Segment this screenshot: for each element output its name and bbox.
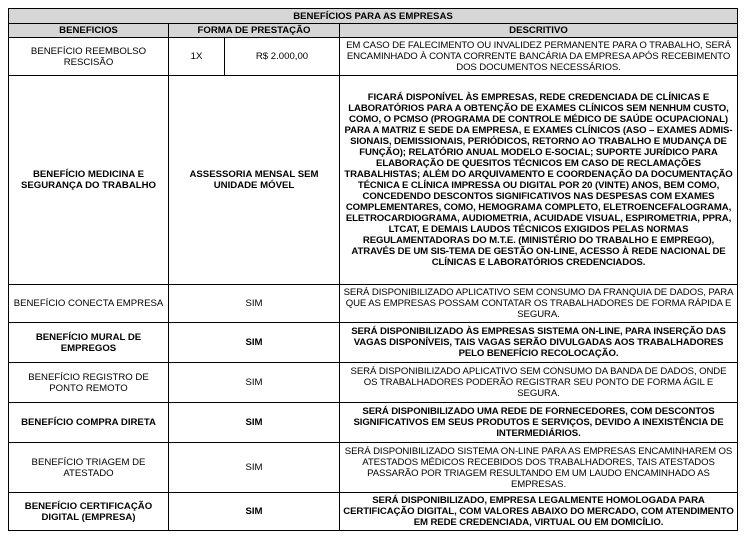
row-descritivo: SERÁ DISPONIBILIZADO SISTEMA ON-LINE PARA AS EMPRESAS ENCAMINHAREM OS ATESTADOS MÉDICOS RECEBIDOS DOS TRABALHADORES, TAIS ATESTADOS PASSARÃO POR TRIAGEM RESULTANDO EM UM LAUDO ENCAMINHADO AS EMPRESAS. [340, 443, 738, 493]
table-row [9, 363, 738, 403]
row-descritivo: FICARÁ DISPONÍVEL ÀS EMPRESAS, REDE CREDENCIADA DE CLÍNICAS E LABORATÓRIOS PARA A OBTENÇÃO DE EXAMES CLÍNICOS SEM NENHUM CUSTO, COMO, O PCMSO (PROGRAMA DE CONTROLE MÉDICO DE SAÚDE OCUPACIONAL) PARA A MATRIZ E SEDE DA EMPRESA, E EXAMES CLÍNICOS (ASO – EXAMES ADMIS-SIONAIS, DEMISSIONAIS, PERIÓDICOS, RETORNO AO TRABALHO E MUDANÇA DE FUNÇÃO); RELATÓRIO ANUAL MODELO E-SOCIAL; SUPORTE JURÍDICO PARA ELABORAÇÃO DE QUESITOS TÉCNICOS EM CASO DE RECLAMAÇÕES TRABALHISTAS; ALÉM DO ARQUIVAMENTO E COORDENAÇÃO DA DOCUMENTAÇÃO TÉCNICA E CLÍNICA IMPRESSA OU DIGITAL POR 20 (VINTE) ANOS, BEM COMO, CONCEDENDO DESCONTOS SIGNIFICATIVOS NAS DESPESAS COM EXAMES COMPLEMENTARES, COMO, HEMOGRAMA COMPLETO, ELETROENCEFALOGRAMA, ELETROCARDIOGRAMA, AUDIOMETRIA, ACUIDADE VISUAL, ESPIROMETRIA, PPRA, LTCAT, E DEMAIS LAUDOS TÉCNICOS EXIGIDOS PELAS NORMAS REGULAMENTADORAS DO M.T.E. (MINISTÉRIO DO TRABALHO E EMPREGO), ATRAVÉS DE UM SIS-TEMA DE GESTÃO ON-LINE, ACESSO À REDE NACIONAL DE CLÍNICAS E LABORATÓRIOS CREDENCIADOS. [340, 76, 738, 285]
header-beneficios: BENEFICIOS [9, 24, 169, 38]
header-descritivo: DESCRITIVO [340, 24, 738, 38]
row-forma: ASSESSORIA MENSAL SEM UNIDADE MÓVEL [169, 76, 340, 285]
row-descritivo: SERÁ DISPONIBILIZADO, EMPRESA LEGALMENTE HOMOLOGADA PARA CERTIFICAÇÃO DIGITAL, COM VALORES ABAIXO DO MERCADO, COM ATENDIMENTO EM REDE CREDENCIADA, VIRTUAL OU EM DOMICÍLIO. [340, 493, 738, 531]
table-row [9, 323, 738, 363]
row-beneficio: BENEFÍCIO CERTIFICAÇÃO DIGITAL (EMPRESA) [9, 493, 169, 531]
row-beneficio: BENEFÍCIO TRIAGEM DE ATESTADO [9, 443, 169, 493]
row-beneficio: BENEFÍCIO REGISTRO DE PONTO REMOTO [9, 363, 169, 403]
row-descritivo: SERÁ DISPONIBILIZADO UMA REDE DE FORNECEDORES, COM DESCONTOS SIGNIFICATIVOS EM SEUS PRODUTOS E SERVIÇOS, DEVIDO A INEXISTÊNCIA DE INTERMEDIÁRIOS. [340, 403, 738, 443]
table-row [9, 76, 738, 285]
row-forma: SIM [169, 403, 340, 443]
row-beneficio: BENEFÍCIO CONECTA EMPRESA [9, 285, 169, 323]
benefits-table [8, 8, 738, 531]
row-forma-value: R$ 2.000,00 [225, 38, 340, 76]
row-forma-quantity: 1X [169, 38, 225, 76]
row-descritivo: EM CASO DE FALECIMENTO OU INVALIDEZ PERMANENTE PARA O TRABALHO, SERÁ ENCAMINHADO À CONTA CORRENTE BANCÁRIA DA EMPRESA APÓS RECEBIMENTO DOS DOCUMENTOS NECESSÁRIOS. [340, 38, 738, 76]
table-row [9, 493, 738, 531]
row-descritivo: SERÁ DISPONIBILIZADO APLICATIVO SEM CONSUMO DA BANDA DE DADOS, ONDE OS TRABALHADORES PODERÃO REGISTRAR SEU PONTO DE FORMA ÁGIL E SEGURA. [340, 363, 738, 403]
table-row [9, 403, 738, 443]
row-forma: SIM [169, 323, 340, 363]
row-beneficio: BENEFÍCIO REEMBOLSO RESCISÃO [9, 38, 169, 76]
row-beneficio: BENEFÍCIO MEDICINA E SEGURANÇA DO TRABALHO [9, 76, 169, 285]
row-forma: SIM [169, 363, 340, 403]
row-forma: SIM [169, 443, 340, 493]
row-beneficio: BENEFÍCIO COMPRA DIRETA [9, 403, 169, 443]
row-forma: SIM [169, 285, 340, 323]
table-title: BENEFÍCIOS PARA AS EMPRESAS [9, 9, 738, 24]
header-forma: FORMA DE PRESTAÇÃO [169, 24, 340, 38]
table-row [9, 38, 738, 76]
row-descritivo: SERÁ DISPONIBILIZADO ÀS EMPRESAS SISTEMA ON-LINE, PARA INSERÇÃO DAS VAGAS DISPONÍVEIS, TAIS VAGAS SERÃO DIVULGADAS AOS TRABALHADORES PELO BENEFÍCIO RECOLOCAÇÃO. [340, 323, 738, 363]
table-row [9, 285, 738, 323]
row-forma: SIM [169, 493, 340, 531]
table-row [9, 443, 738, 493]
row-beneficio: BENEFÍCIO MURAL DE EMPREGOS [9, 323, 169, 363]
row-descritivo: SERÁ DISPONIBILIZADO APLICATIVO SEM CONSUMO DA FRANQUIA DE DADOS, PARA QUE AS EMPRESAS POSSAM CONTATAR OS TRABALHADORES DE FORMA RÁPIDA E SEGURA. [340, 285, 738, 323]
